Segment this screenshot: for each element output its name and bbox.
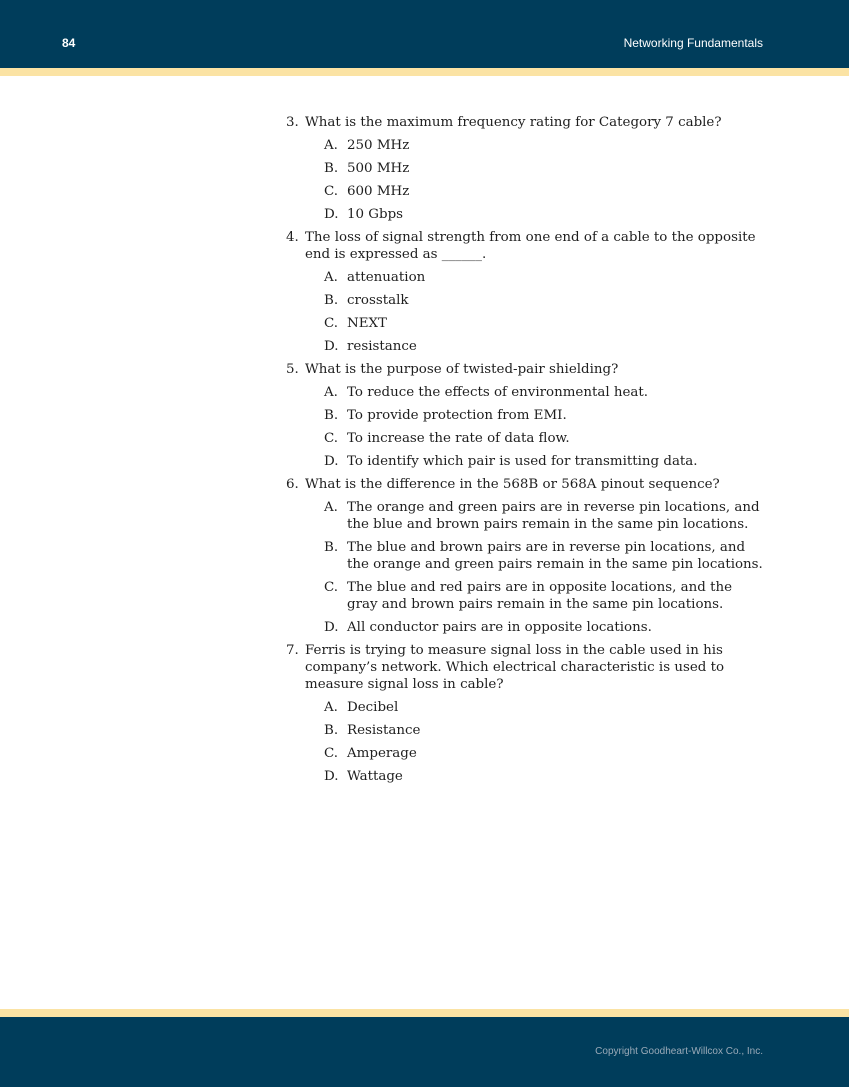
option-text: The blue and brown pairs are in reverse pin locations, and the orange and green pairs remain in the same pin locations. [347, 540, 763, 572]
answer-option [305, 499, 766, 533]
option-letter: B. [324, 540, 339, 555]
footer-accent-stripe [0, 1009, 849, 1017]
option-text: NEXT [347, 316, 387, 331]
option-letter: C. [324, 580, 339, 595]
question-text: What is the maximum frequency rating for Category 7 cable? [305, 115, 722, 130]
option-text: The blue and red pairs are in opposite locations, and the gray and brown pairs remain in the same pin locations. [347, 580, 732, 612]
question-text: What is the purpose of twisted-pair shielding? [305, 362, 619, 377]
header-accent-stripe [0, 68, 849, 76]
question-4 [286, 229, 766, 355]
question-text: Ferris is trying to measure signal loss in the cable used in his company’s network. Which electrical characteristic is used to measure signal loss in cable? [305, 643, 725, 692]
option-text: To provide protection from EMI. [347, 408, 567, 423]
option-text: 10 Gbps [347, 207, 404, 222]
question-list [286, 114, 766, 791]
option-text: Amperage [347, 746, 417, 761]
answer-option [305, 315, 766, 332]
option-letter: A. [324, 138, 338, 153]
option-letter: A. [324, 500, 338, 515]
answer-options [305, 699, 766, 785]
copyright-notice: Copyright Goodheart-Willcox Co., Inc. [595, 1046, 763, 1057]
answer-option [305, 338, 766, 355]
page-header-band [0, 0, 849, 68]
answer-option [305, 745, 766, 762]
answer-option [305, 539, 766, 573]
question-text: The loss of signal strength from one end of a cable to the opposite end is expressed as ______. [305, 230, 756, 262]
question-number: 6. [286, 477, 299, 492]
option-letter: D. [324, 339, 339, 354]
answer-option [305, 722, 766, 739]
option-text: 250 MHz [347, 138, 410, 153]
option-letter: A. [324, 270, 338, 285]
option-letter: D. [324, 454, 339, 469]
answer-option [305, 619, 766, 636]
option-letter: B. [324, 723, 339, 738]
page-number: 84 [62, 36, 76, 50]
answer-option [305, 453, 766, 470]
question-7 [286, 642, 766, 785]
option-text: The orange and green pairs are in reverse pin locations, and the blue and brown pairs remain in the same pin locations. [347, 500, 760, 532]
option-text: All conductor pairs are in opposite locations. [347, 620, 652, 635]
answer-options [305, 137, 766, 223]
answer-option [305, 292, 766, 309]
answer-option [305, 699, 766, 716]
option-letter: C. [324, 746, 339, 761]
answer-options [305, 499, 766, 636]
option-text: To identify which pair is used for transmitting data. [347, 454, 698, 469]
answer-option [305, 137, 766, 154]
option-letter: D. [324, 769, 339, 784]
running-title: Networking Fundamentals [623, 36, 763, 50]
option-text: resistance [347, 339, 417, 354]
option-letter: D. [324, 207, 339, 222]
option-letter: C. [324, 316, 339, 331]
answer-option [305, 407, 766, 424]
answer-option [305, 384, 766, 401]
option-letter: A. [324, 385, 338, 400]
answer-options [305, 384, 766, 470]
option-letter: C. [324, 431, 339, 446]
question-3 [286, 114, 766, 223]
option-letter: B. [324, 408, 339, 423]
option-text: Decibel [347, 700, 399, 715]
question-6 [286, 476, 766, 636]
answer-option [305, 768, 766, 785]
answer-option [305, 579, 766, 613]
option-text: crosstalk [347, 293, 409, 308]
option-text: Resistance [347, 723, 421, 738]
question-number: 5. [286, 362, 299, 377]
answer-option [305, 183, 766, 200]
answer-options [305, 269, 766, 355]
option-letter: D. [324, 620, 339, 635]
question-5 [286, 361, 766, 470]
answer-option [305, 206, 766, 223]
answer-option [305, 430, 766, 447]
option-text: Wattage [347, 769, 403, 784]
answer-option [305, 160, 766, 177]
question-number: 4. [286, 230, 299, 245]
question-number: 3. [286, 115, 299, 130]
option-text: To reduce the effects of environmental heat. [347, 385, 649, 400]
option-text: To increase the rate of data flow. [347, 431, 570, 446]
option-text: 500 MHz [347, 161, 410, 176]
question-number: 7. [286, 643, 299, 658]
answer-option [305, 269, 766, 286]
option-letter: B. [324, 293, 339, 308]
option-text: 600 MHz [347, 184, 410, 199]
option-letter: A. [324, 700, 338, 715]
option-letter: C. [324, 184, 339, 199]
option-letter: B. [324, 161, 339, 176]
option-text: attenuation [347, 270, 426, 285]
question-text: What is the difference in the 568B or 568A pinout sequence? [305, 477, 720, 492]
